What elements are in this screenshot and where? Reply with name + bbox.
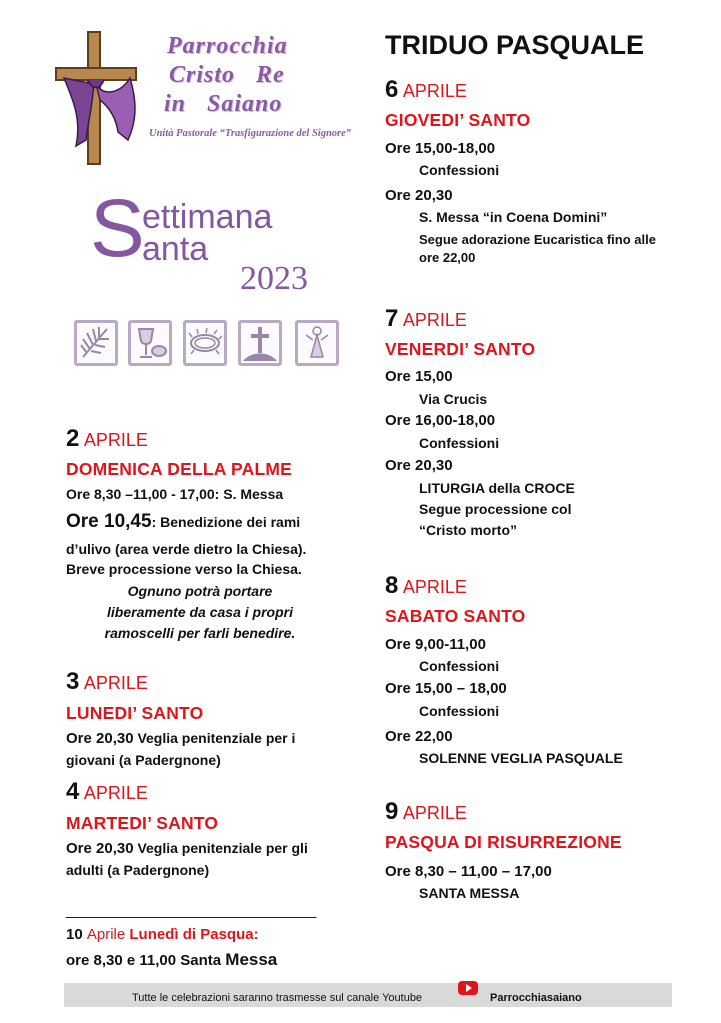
day-number: 8 [385, 572, 399, 599]
footer-text: Tutte le celebrazioni saranno trasmesse sul canale Youtube [132, 992, 423, 1004]
day-10-name: Lunedì di Pasqua: [129, 926, 259, 943]
youtube-icon[interactable] [458, 981, 478, 995]
day-9-header [385, 798, 467, 826]
day-2-feast: DOMENICA DELLA PALME [66, 459, 292, 479]
day-3-line-1-rest: Veglia penitenziale per i [133, 730, 296, 746]
day-7-time-1: Ore 15,00 [385, 368, 453, 385]
day-2-line-3: d’ulivo (area verde dietro la Chiesa). [66, 541, 307, 557]
day-6-desc-4: ore 22,00 [419, 250, 476, 265]
parish-logo [52, 28, 352, 168]
day-3-feast: LUNEDI’ SANTO [66, 703, 204, 723]
day-number: 3 [66, 668, 80, 695]
separator-line: ______________________________ [66, 902, 317, 919]
day-3-time: Ore 20,30 [66, 730, 134, 747]
logo-line-3: in Saiano [164, 91, 283, 117]
santa-word: anta [142, 230, 209, 268]
day-6-desc-1: Confessioni [419, 162, 500, 178]
day-8-header [385, 572, 467, 600]
day-3-line-1 [66, 730, 295, 747]
day-6-header [385, 76, 467, 104]
cross-with-drape-icon [52, 28, 162, 166]
easter-monday-messa: Messa [225, 950, 278, 969]
day-8-desc-1: Confessioni [419, 658, 500, 674]
settimana-word: ettimana [142, 198, 273, 236]
day-8-time-2: Ore 15,00 – 18,00 [385, 680, 507, 697]
day-9-desc-1: SANTA MESSA [419, 885, 520, 901]
triduum-title: TRIDUO PASQUALE [385, 30, 645, 60]
risen-christ-icon [295, 320, 339, 366]
day-2-line-4: Breve processione verso la Chiesa. [66, 561, 302, 577]
day-number: 6 [385, 76, 399, 103]
logo-subtitle: Unità Pastorale “Trasfigurazione del Signore” [149, 128, 352, 139]
day-6-time-1: Ore 15,00-18,00 [385, 140, 496, 157]
year: 2023 [240, 260, 308, 297]
day-4-line-2: adulti (a Padergnone) [66, 862, 210, 878]
day-month: APRILE [83, 673, 148, 693]
day-4-line-1-rest: Veglia penitenziale per gli [133, 840, 308, 856]
day-4-time: Ore 20,30 [66, 840, 134, 857]
day-9-feast: PASQUA DI RISURREZIONE [385, 832, 622, 852]
palm-icon [74, 320, 118, 366]
day-10-number: 10 [66, 926, 83, 943]
big-s-letter: S [90, 183, 145, 274]
day-6-desc-2: S. Messa “in Coena Domini” [419, 209, 608, 225]
day-number: 4 [66, 778, 80, 805]
day-7-desc-4: Segue processione col [419, 501, 572, 517]
day-3-header [66, 668, 148, 696]
note-line-3: ramoscelli per farli benedire. [104, 625, 296, 641]
crown-of-thorns-icon [183, 320, 227, 366]
day-6-feast: GIOVEDI’ SANTO [385, 110, 531, 130]
day-4-feast: MARTEDI’ SANTO [66, 813, 219, 833]
day-7-feast: VENERDI’ SANTO [385, 339, 536, 359]
note-line-1: Ognuno potrà portare [127, 583, 273, 599]
day-2-time-big: Ore 10,45 [66, 511, 152, 532]
chalice-icon [128, 320, 172, 366]
day-7-time-3: Ore 20,30 [385, 457, 453, 474]
day-month: APRILE [402, 310, 467, 330]
day-4-line-1 [66, 840, 308, 857]
day-7-header [385, 305, 467, 333]
day-7-desc-1: Via Crucis [419, 391, 488, 407]
cross-hill-icon [238, 320, 282, 366]
day-6-desc-3: Segue adorazione Eucaristica fino alle [419, 232, 656, 247]
day-8-desc-3: SOLENNE VEGLIA PASQUALE [419, 750, 623, 766]
day-number: 2 [66, 425, 80, 452]
day-8-feast: SABATO SANTO [385, 606, 526, 626]
day-2-note [66, 581, 334, 644]
day-8-time-1: Ore 9,00-11,00 [385, 636, 486, 653]
easter-monday-line [66, 926, 259, 943]
footer-bar [64, 983, 672, 1007]
day-month: APRILE [402, 577, 467, 597]
day-number: 7 [385, 305, 399, 332]
logo-line-1: Parrocchia [167, 33, 288, 59]
easter-monday-text: ore 8,30 e 11,00 Santa [66, 952, 222, 969]
day-4-header [66, 778, 148, 806]
day-2-line-1: Ore 8,30 –11,00 - 17,00: S. Messa [66, 486, 284, 502]
day-9-time-1: Ore 8,30 – 11,00 – 17,00 [385, 863, 552, 880]
day-3-line-2: giovani (a Padergnone) [66, 752, 221, 768]
day-month: APRILE [402, 81, 467, 101]
day-10-month: Aprile [86, 926, 126, 943]
day-month: APRILE [83, 783, 148, 803]
holy-week-heading [90, 183, 340, 300]
logo-line-2: Cristo Re [169, 62, 285, 88]
day-8-time-3: Ore 22,00 [385, 728, 453, 745]
day-6-time-2: Ore 20,30 [385, 187, 453, 204]
note-line-2: liberamente da casa i propri [107, 604, 293, 620]
day-7-desc-5: “Cristo morto” [419, 522, 517, 538]
day-2-header [66, 425, 148, 453]
day-month: APRILE [83, 430, 148, 450]
day-8-desc-2: Confessioni [419, 703, 500, 719]
day-7-desc-3: LITURGIA della CROCE [419, 480, 575, 496]
day-month: APRILE [402, 803, 467, 823]
youtube-channel[interactable]: Parrocchiasaiano [490, 992, 582, 1004]
day-2-line-2-rest: : Benedizione dei rami [151, 514, 301, 530]
day-7-desc-2: Confessioni [419, 435, 500, 451]
day-2-line-2 [66, 511, 300, 533]
easter-monday-times [66, 950, 277, 970]
day-number: 9 [385, 798, 399, 825]
day-7-time-2: Ore 16,00-18,00 [385, 412, 496, 429]
